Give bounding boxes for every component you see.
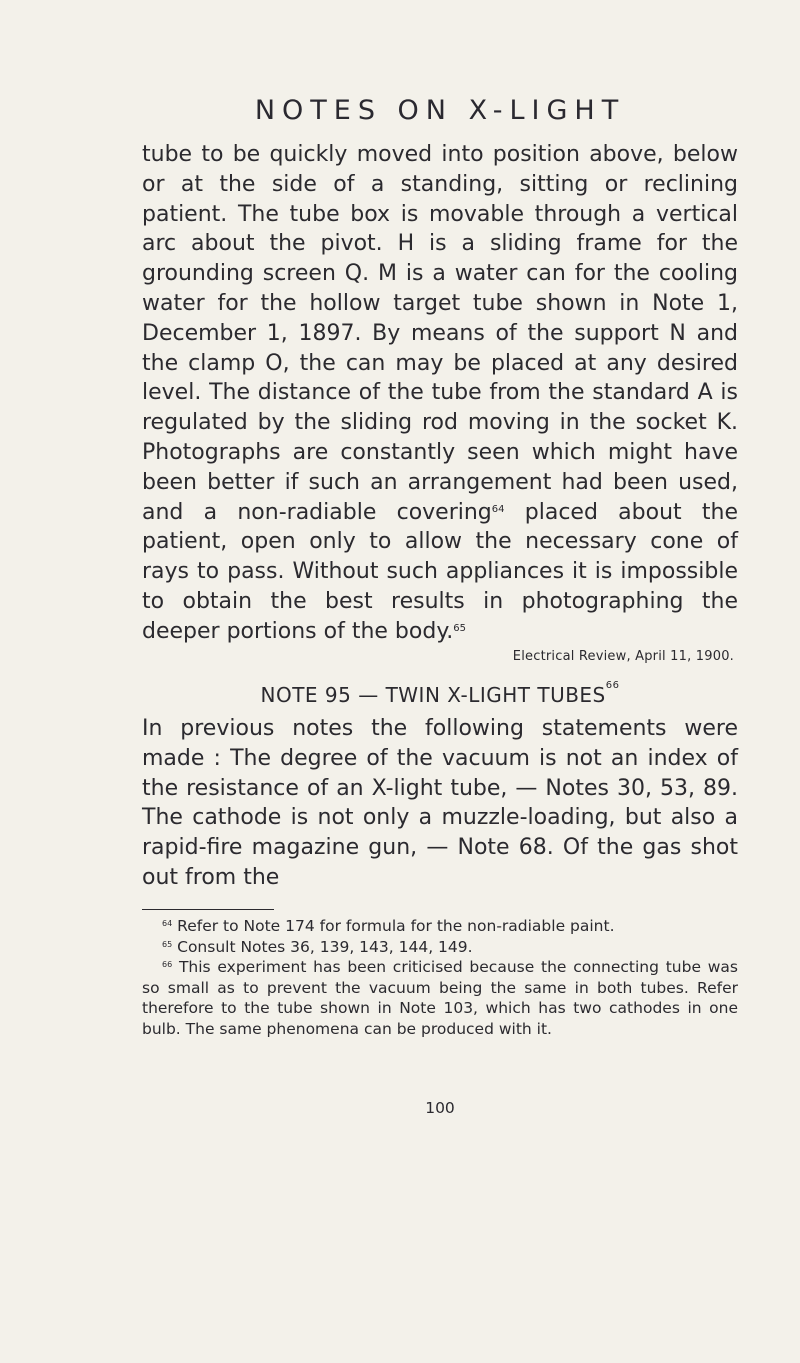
- note-heading-text: NOTE 95 — TWIN X-LIGHT TUBES: [260, 683, 606, 707]
- footnote-ref-64: 64: [491, 503, 505, 515]
- footnote-ref-65: 65: [453, 622, 466, 634]
- page-number: 100: [425, 1099, 455, 1117]
- footnote-64: [142, 916, 738, 937]
- footnote-text: Refer to Note 174 for formula for the non-radiable paint.: [177, 917, 615, 935]
- running-head: NOTES ON X-LIGHT: [254, 95, 626, 126]
- footnote-number: 64: [162, 919, 173, 928]
- footnote-65: [142, 937, 738, 958]
- footnote-number: 65: [162, 939, 173, 949]
- paragraph-1-text-b: placed about the patient, open only to allow the necessary cone of rays to pass. Without such appliances it is impossible to obtain the best results in photographing the deeper portions of the body.: [142, 499, 738, 644]
- body-paragraph-1: [142, 140, 738, 647]
- footnote-number: 66: [162, 960, 173, 969]
- source-attribution: Electrical Review, April 11, 1900.: [512, 649, 734, 664]
- paragraph-1-text-a: tube to be quickly moved into position above, below or at the side of a standing, sitting or reclining patient. The tube box is movable through a vertical arc about the pivot. H is a sliding frame for the grounding screen Q. M is a water can for the cooling water for the hollow target tube shown in Note 1, December 1, 1897. By means of the support N and the clamp O, the can may be placed at any desired level. The distance of the tube from the standard A is regulated by the sliding rod moving in the socket K. Photographs are constantly seen which might have been better if such an arrangement had been used, and a non-radiable covering: [142, 142, 738, 525]
- footnote-separator: [142, 909, 274, 910]
- note-heading: [142, 680, 738, 707]
- footnotes: [142, 916, 738, 1039]
- footnote-text: This experiment has been criticised because the connecting tube was so small as to prevent the vacuum being the same in both tubes. Refer therefore to the tube shown in Note 103, which has two cathodes in one bulb. The same phenomena can be produced with it.: [142, 958, 738, 1038]
- footnote-text: Consult Notes 36, 139, 143, 144, 149.: [177, 937, 473, 956]
- body-paragraph-2: In previous notes the following statements were made : The degree of the vacuum is not an index of the resistance of an X-light tube, — Notes 30, 53, 89. The cathode is not only a muzzle-loading, but also a rapid-fire magazine gun, — Note 68. Of the gas shot out from the: [142, 716, 738, 890]
- footnote-ref-66: 66: [605, 680, 620, 691]
- footnote-66: [142, 957, 738, 1039]
